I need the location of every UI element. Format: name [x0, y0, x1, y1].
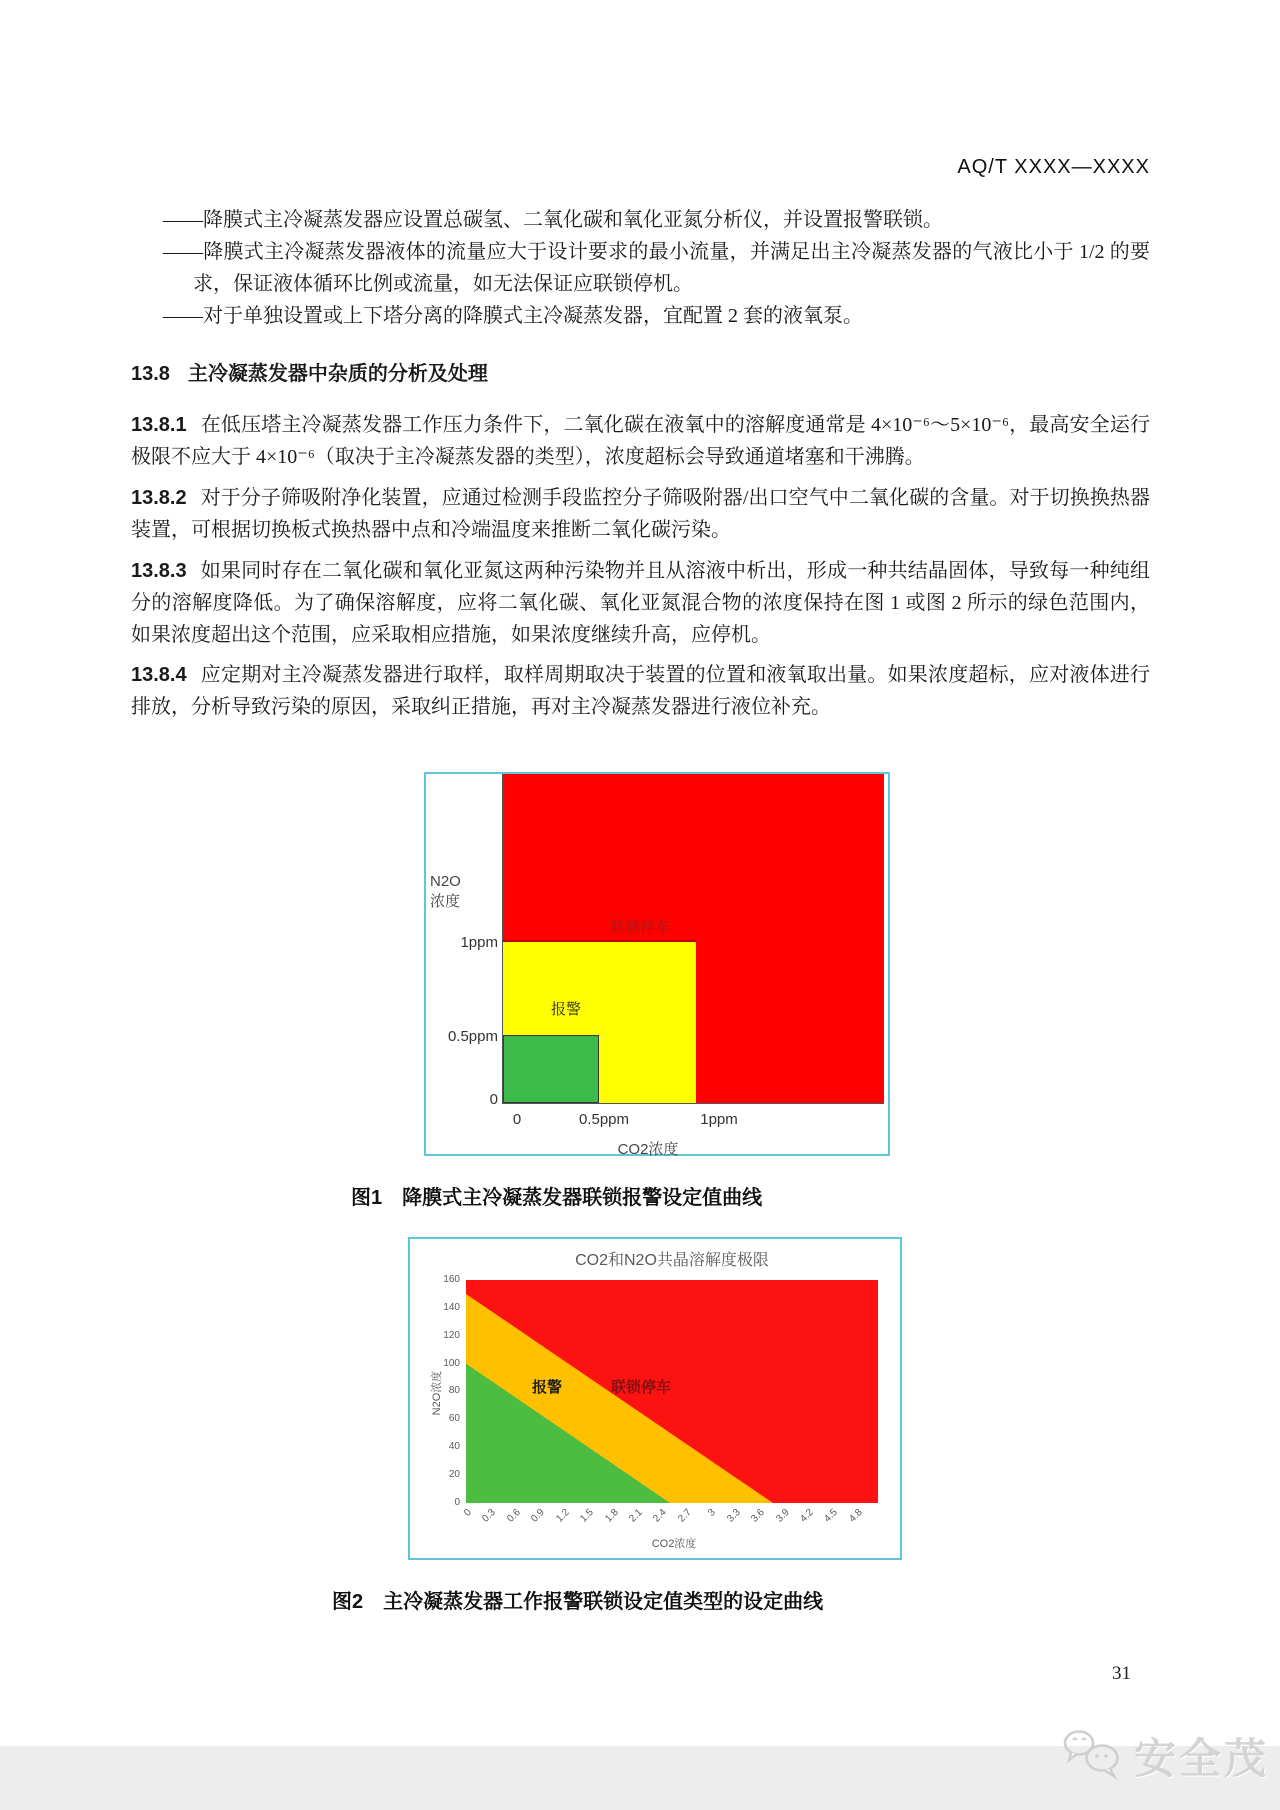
figure2-chart — [408, 1237, 902, 1560]
figure2-x-tick: 4.8 — [847, 1507, 865, 1525]
figure2-y-tick: 60 — [448, 1413, 460, 1424]
figure2-x-tick: 3.9 — [774, 1507, 792, 1525]
figure2-y-tick: 160 — [443, 1274, 460, 1285]
clause-text: 如果同时存在二氧化碳和氧化亚氮这两种污染物并且从溶液中析出，形成一种共结晶固体，导致每一种纯组分的溶解度降低。为了确保溶解度，应将二氧化碳、氧化亚氮混合物的浓度保持在图 1 或图 2 所示的绿色范围内，如果浓度超出这个范围，应采取相应措施，如果浓度继续升高，应停机。 — [131, 560, 1150, 646]
figure1-y-tick: 0 — [489, 1091, 498, 1108]
figure2-x-tick: 4.2 — [798, 1507, 816, 1525]
body-text — [131, 204, 1150, 723]
figure1-y-tick: 1ppm — [460, 934, 498, 951]
paragraph — [131, 555, 1150, 651]
figure2-x-tick: 1.5 — [578, 1507, 596, 1525]
figure1-x-tick: 1ppm — [700, 1111, 738, 1128]
figure2-x-tick: 2.4 — [651, 1507, 669, 1525]
watermark-text: 安全茂 — [1134, 1735, 1270, 1782]
clause-number: 13.8.2 — [131, 487, 187, 509]
clause-number: 13.8.4 — [131, 664, 187, 686]
figure2-x-tick: 1.8 — [603, 1507, 621, 1525]
clause-text: 应定期对主冷凝蒸发器进行取样，取样周期取决于装置的位置和液氧取出量。如果浓度超标，应对液体进行排放，分析导致污染的原因，采取纠正措施，再对主冷凝蒸发器进行液位补充。 — [131, 664, 1150, 718]
figure2-y-tick: 20 — [448, 1469, 460, 1480]
figure1-y-tick: 0.5ppm — [447, 1028, 498, 1045]
figure2-y-tick: 120 — [443, 1330, 460, 1341]
figure1-caption: 图1 降膜式主冷凝蒸发器联锁报警设定值曲线 — [351, 1187, 763, 1209]
figure1-y-axis-label: N2O 浓度 — [430, 873, 461, 910]
figure2-x-tick: 4.5 — [822, 1507, 840, 1525]
doc-code-header: AQ/T XXXX—XXXX — [957, 156, 1150, 178]
figure1-alarm-label: 报警 — [550, 1001, 581, 1018]
dash-item: ——降膜式主冷凝蒸发器液体的流量应大于设计要求的最小流量，并满足出主冷凝蒸发器的气液比小于 1/2 的要求，保证液体循环比例或流量，如无法保证应联锁停机。 — [163, 241, 1150, 295]
figure1-x-tick: 0 — [512, 1111, 522, 1128]
watermark — [1062, 1726, 1269, 1786]
dash-item: ——降膜式主冷凝蒸发器应设置总碳氢、二氧化碳和氧化亚氮分析仪，并设置报警联锁。 — [163, 209, 943, 231]
clause-text: 在低压塔主冷凝蒸发器工作压力条件下，二氧化碳在液氧中的溶解度通常是 4×10⁻⁶～5×10⁻⁶，最高安全运行极限不应大于 4×10⁻⁶（取决于主冷凝蒸发器的类型），浓度超标会导致通道堵塞和干沸腾。 — [131, 414, 1150, 468]
figure2-x-tick: 3 — [706, 1507, 718, 1519]
figure2-title: CO2和N2O共晶溶解度极限 — [575, 1252, 769, 1269]
figure2-x-tick: 0.3 — [480, 1507, 498, 1525]
figure2-y-axis-label: N2O浓度 — [431, 1370, 443, 1416]
figure2-x-tick: 1.2 — [554, 1507, 572, 1525]
paragraph — [131, 409, 1150, 473]
figure1-interlock-label: 联锁停车 — [609, 919, 670, 936]
figure2-alarm-label: 报警 — [532, 1379, 563, 1396]
figure1-x-tick: 0.5ppm — [578, 1111, 630, 1128]
figure1-normal-region — [503, 1035, 599, 1103]
section-heading — [131, 358, 1150, 390]
page-number: 31 — [1112, 1663, 1131, 1684]
figure2-y-tick: 140 — [443, 1302, 460, 1313]
clause-text: 对于分子筛吸附净化装置，应通过检测手段监控分子筛吸附器/出口空气中二氧化碳的含量。对于切换换热器装置，可根据切换板式换热器中点和冷端温度来推断二氧化碳污染。 — [131, 487, 1150, 541]
figure1-chart — [424, 772, 890, 1156]
section-number: 13.8 — [131, 363, 170, 385]
figure1-plot-area — [502, 774, 884, 1104]
figure2-x-tick: 0 — [462, 1507, 474, 1519]
section-title: 主冷凝蒸发器中杂质的分析及处理 — [187, 363, 488, 385]
figure2-caption: 图2 主冷凝蒸发器工作报警联锁设定值类型的设定曲线 — [332, 1591, 824, 1613]
figure2-plot-area — [466, 1280, 878, 1503]
figure2-x-tick: 0.9 — [529, 1507, 547, 1525]
dash-item: ——对于单独设置或上下塔分离的降膜式主冷凝蒸发器，宜配置 2 套的液氧泵。 — [163, 305, 863, 327]
clause-number: 13.8.3 — [131, 560, 187, 582]
figure2-y-tick: 80 — [448, 1385, 460, 1396]
paragraph — [131, 659, 1150, 723]
figure1-x-axis-label: CO2浓度 — [617, 1141, 679, 1158]
figure2-x-tick: 3.6 — [749, 1507, 767, 1525]
figure2-x-tick: 2.7 — [676, 1507, 694, 1525]
clause-number: 13.8.1 — [131, 414, 187, 436]
figure2-y-tick: 0 — [454, 1497, 460, 1508]
figure2-x-tick: 2.1 — [627, 1507, 645, 1525]
figure2-interlock-label: 联锁停车 — [611, 1379, 672, 1396]
figure2-y-tick: 100 — [443, 1358, 460, 1369]
wechat-bubbles-icon — [1062, 1727, 1124, 1786]
figure2-x-tick: 0.6 — [505, 1507, 523, 1525]
figure2-x-axis-label: CO2浓度 — [651, 1538, 697, 1550]
figure2-y-tick: 40 — [448, 1441, 460, 1452]
paragraph — [131, 482, 1150, 546]
figure2-x-tick: 3.3 — [725, 1507, 743, 1525]
